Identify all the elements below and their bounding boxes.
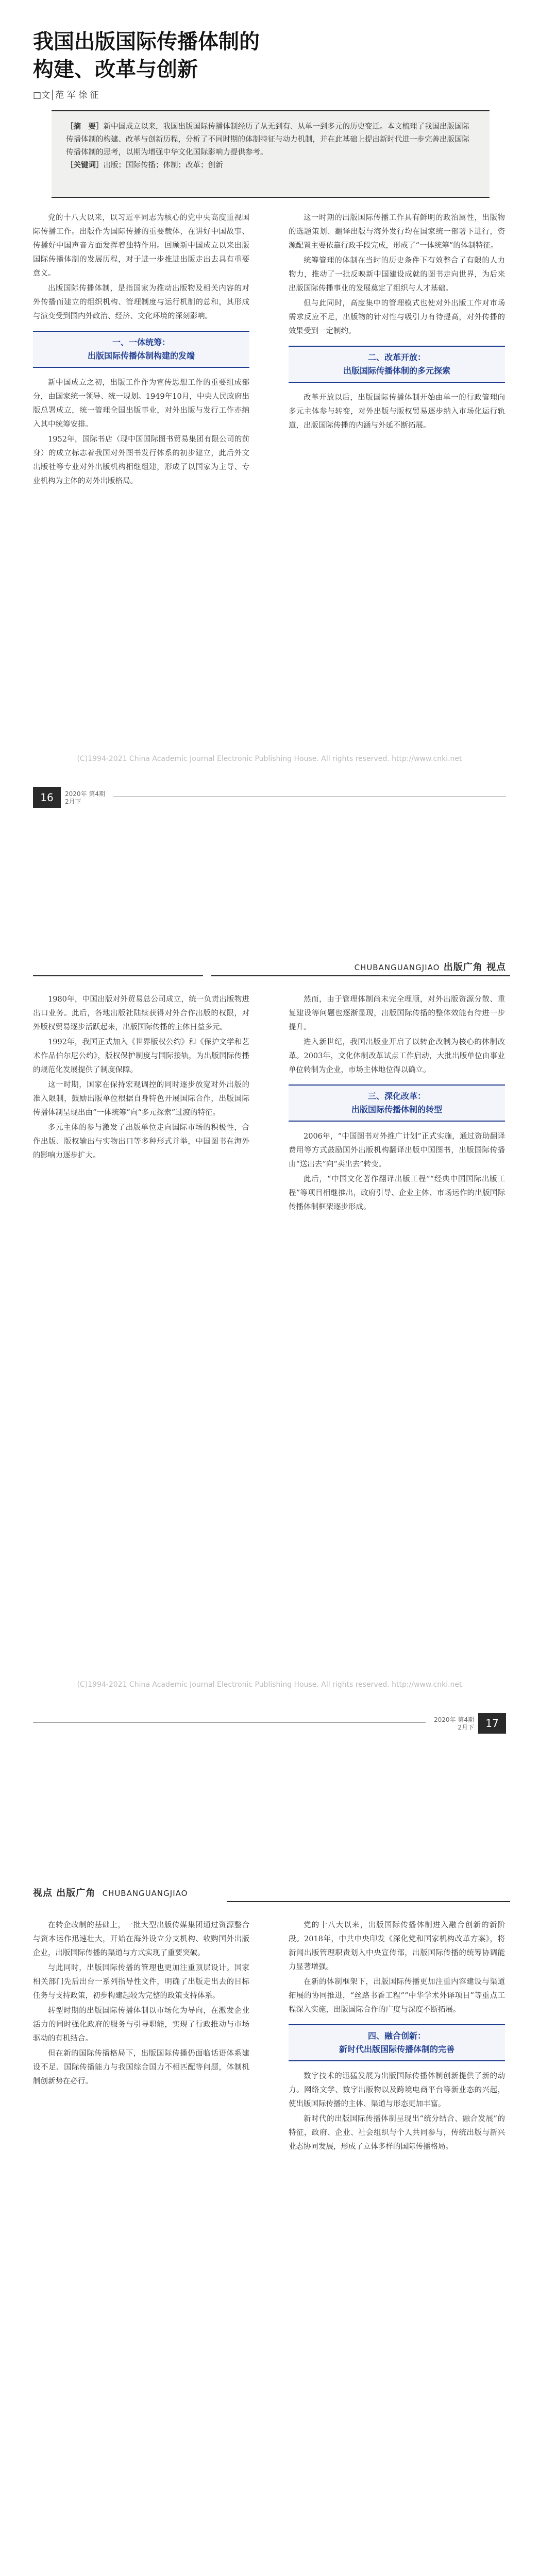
- body-paragraph: 新时代的出版国际传播体制呈现出“统分结合、融合发展”的特征，政府、企业、社会组织与个人共同参与，传统出版与新兴业态协同发展，形成了立体多样的国际传播格局。: [289, 2115, 505, 2151]
- page-number: 16: [33, 787, 61, 808]
- body-paragraph: 多元主体的参与激发了出版单位走向国际市场的积极性，合作出版、版权输出与实物出口等多种形式并举，中国图书在海外的影响力逐步扩大。: [33, 1124, 249, 1160]
- body-paragraph: 在新的体制框架下，出版国际传播更加注重内容建设与渠道拓展的协同推进，“丝路书香工程”“中华学术外译项目”等重点工程深入实施，出版国际合作的广度与深度不断拓展。: [289, 1978, 505, 2014]
- issue-info: 2020年 第4期 2月下: [434, 1716, 474, 1731]
- body-paragraph: 这一时期，国家在保持宏观调控的同时逐步放宽对外出版的准入限制，鼓励出版单位根据自身特色开展国际合作，出版国际传播体制呈现出由“一体统筹”向“多元探索”过渡的特征。: [33, 1081, 249, 1117]
- body-paragraph: 党的十八大以来，以习近平同志为核心的党中央高度重视国际传播工作。出版作为国际传播的重要载体，在讲好中国故事、传播好中国声音方面发挥着独特作用。回顾新中国成立以来出版国际传播体制的发展历程，对于进一步推进出版走出去具有重要意义。: [33, 214, 249, 278]
- page-footer: [0, 783, 539, 814]
- body-paragraph: 1952年，国际书店（现中国国际图书贸易集团有限公司的前身）的成立标志着我国对外图书发行体系的初步建立，此后外文出版社等专业对外出版机构相继组建，形成了以国家为主导、专业机构为主体的对外出版格局。: [33, 435, 249, 485]
- footer-rule: [33, 1722, 426, 1723]
- body-paragraph: 转型时期的出版国际传播体制以市场化为导向，在激发企业活力的同时强化政府的服务与引导职能，实现了行政推动与市场驱动的有机结合。: [33, 2007, 249, 2043]
- column-left: [33, 1919, 249, 2090]
- column-right: [289, 1919, 505, 2155]
- body-paragraph: 然而，由于管理体制尚未完全理顺，对外出版资源分散、重复建设等问题也逐渐显现，出版国际传播的整体效能有待进一步提升。: [289, 995, 505, 1031]
- section-heading: 一、一体统筹： 出版国际传播体制构建的发端: [33, 331, 249, 368]
- body-paragraph: 在转企改制的基础上，一批大型出版传媒集团通过资源整合与资本运作迅速壮大，开始在海外设立分支机构、收购国外出版企业，出版国际传播的渠道与方式实现了重要突破。: [33, 1921, 249, 1957]
- body-paragraph: 此后，“中国文化著作翻译出版工程”“经典中国国际出版工程”等项目相继推出，政府引导、企业主体、市场运作的出版国际传播体制框架逐步形成。: [289, 1175, 505, 1211]
- page-number: 17: [478, 1713, 506, 1734]
- header-rule: [227, 1901, 510, 1902]
- body-paragraph: 数字技术的迅猛发展为出版国际传播体制创新提供了新的动力。网络文学、数字出版物以及跨境电商平台等新业态的兴起，使出版国际传播的主体、渠道与形态更加丰富。: [289, 2072, 505, 2108]
- journal-page: [0, 1852, 539, 2576]
- body-paragraph: 进入新世纪，我国出版业开启了以转企改制为核心的体制改革。2003年，文化体制改革试点工作启动，大批出版单位由事业单位转制为企业，市场主体地位得以确立。: [289, 1038, 505, 1074]
- page-footer: [0, 1709, 539, 1740]
- magazine-name: 视点 出版广角 CHUBANGUANGJIAO: [33, 1888, 188, 1899]
- section-heading: 四、融合创新： 新时代出版国际传播体制的完善: [289, 2024, 505, 2061]
- header-rule: [211, 975, 510, 976]
- section-heading: 二、改革开放： 出版国际传播体制的多元探索: [289, 346, 505, 383]
- body-paragraph: 新中国成立之初，出版工作作为宣传思想工作的重要组成部分，由国家统一领导、统一规划。1949年10月，中央人民政府出版总署成立，统一管理全国出版事业，对外出版与发行工作亦纳入其中统筹安排。: [33, 379, 249, 429]
- body-paragraph: 1980年，中国出版对外贸易总公司成立，统一负责出版物进出口业务。此后，各地出版社陆续获得对外合作出版的权限，对外版权贸易逐步活跃起来，出版国际传播的主体日益多元。: [33, 995, 249, 1031]
- byline: □文│范 军 徐 征: [33, 90, 99, 100]
- column-right: [289, 993, 505, 1215]
- body-paragraph: 改革开放以后，出版国际传播体制开始由单一的行政管理向多元主体参与转变，对外出版与版权贸易逐步纳入市场化运行轨道，出版国际传播的内涵与外延不断拓展。: [289, 394, 505, 430]
- body-paragraph: 但与此同时，高度集中的管理模式也使对外出版工作对市场需求反应不足，出版物的针对性与吸引力有待提高，对外传播的效果受到一定制约。: [289, 299, 505, 335]
- running-header: [0, 1882, 539, 1904]
- running-header: [0, 956, 539, 978]
- section-heading: 三、深化改革： 出版国际传播体制的转型: [289, 1084, 505, 1122]
- body-paragraph: 但在新的国际传播格局下，出版国际传播仍面临话语体系建设不足、国际传播能力与我国综合国力不相匹配等问题，体制机制创新势在必行。: [33, 2049, 249, 2086]
- body-paragraph: 党的十八大以来，出版国际传播体制进入融合创新的新阶段。2018年，中共中央印发《深化党和国家机构改革方案》，将新闻出版管理职责划入中央宣传部，出版国际传播的统筹协调能力显著增强。: [289, 1921, 505, 1971]
- journal-page: [0, 0, 539, 926]
- abstract-box: ［摘 要］新中国成立以来，我国出版国际传播体制经历了从无到有、从单一到多元的历史变迁。本文梳理了我国出版国际传播体制的构建、改革与创新历程，分析了不同时期的体制特征与动力机制，并在此基础上提出新时代进一步完善出版国际传播体制的思考，以期为增强中华文化国际影响力提供参考。 ［关键词］出版；国际传播；体制；改革；创新: [52, 110, 490, 198]
- body-paragraph: 出版国际传播体制，是指国家为推动出版物及相关内容的对外传播而建立的组织机构、管理制度与运行机制的总和，其形成与演变受到国内外政治、经济、文化环境的深刻影响。: [33, 284, 249, 320]
- footer-rule: [113, 796, 506, 797]
- body-paragraph: 与此同时，出版国际传播的管理也更加注重顶层设计。国家相关部门先后出台一系列指导性文件，明确了出版走出去的目标任务与支持政策，初步构建起较为完整的政策支持体系。: [33, 1964, 249, 2000]
- body-paragraph: 这一时期的出版国际传播工作具有鲜明的政治属性，出版物的选题策划、翻译出版与海外发行均在国家统一部署下进行，资源配置主要依靠行政手段完成，形成了“一体统筹”的体制特征。: [289, 214, 505, 250]
- journal-page: [0, 926, 539, 1852]
- issue-info: 2020年 第4期 2月下: [65, 790, 105, 805]
- column-left: [33, 211, 249, 489]
- column-right: [289, 211, 505, 434]
- header-rule: [33, 975, 203, 976]
- body-paragraph: 2006年，“中国图书对外推广计划”正式实施，通过资助翻译费用等方式鼓励国外出版机构翻译出版中国图书，出版国际传播由“送出去”向“卖出去”转变。: [289, 1132, 505, 1168]
- magazine-name: CHUBANGUANGJIAO 出版广角 视点: [354, 962, 506, 973]
- watermark: (C)1994-2021 China Academic Journal Electronic Publishing House. All rights reserved. http://www.cnki.net: [77, 1681, 462, 1689]
- body-paragraph: 1992年，我国正式加入《世界版权公约》和《保护文学和艺术作品伯尔尼公约》，版权保护制度与国际接轨，为出版国际传播的规范化发展提供了制度保障。: [33, 1038, 249, 1074]
- article-title: 我国出版国际传播体制的 构建、改革与创新: [33, 30, 260, 81]
- watermark: (C)1994-2021 China Academic Journal Electronic Publishing House. All rights reserved. http://www.cnki.net: [77, 755, 462, 763]
- body-paragraph: 统筹管理的体制在当时的历史条件下有效整合了有限的人力物力，推动了一批反映新中国建设成就的图书走向世界，为后来出版国际传播事业的发展奠定了组织与人才基础。: [289, 257, 505, 293]
- column-left: [33, 993, 249, 1164]
